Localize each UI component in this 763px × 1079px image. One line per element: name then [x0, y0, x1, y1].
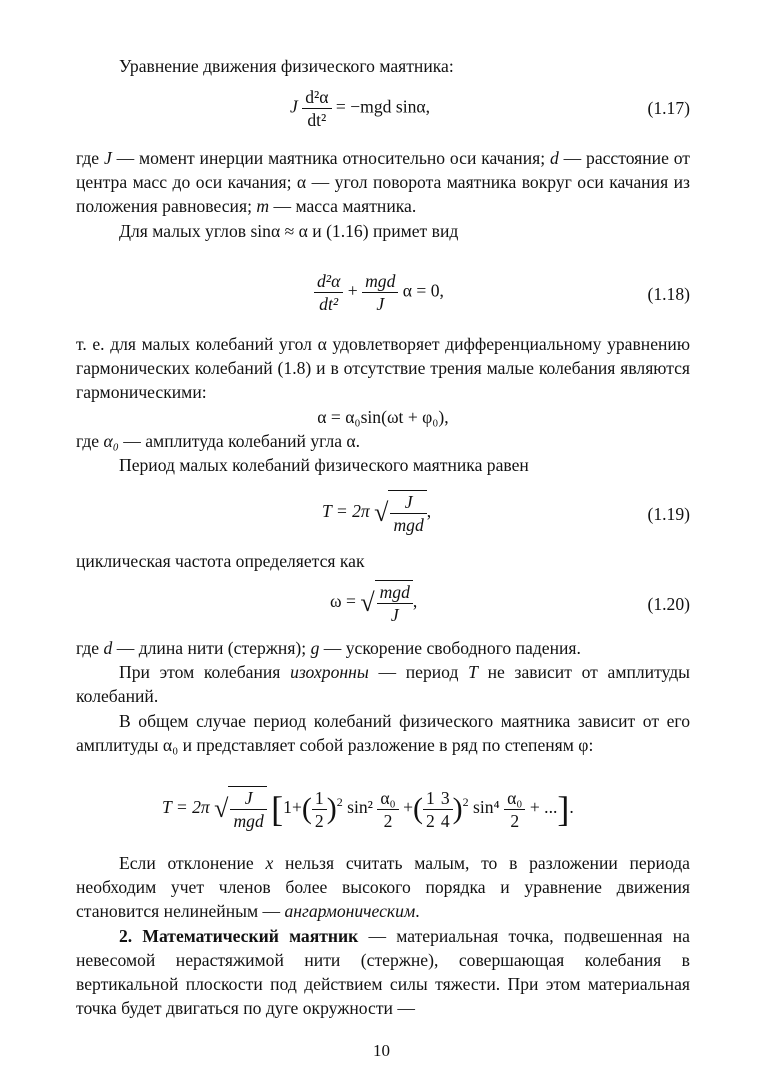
equation-number: (1.19): [647, 504, 690, 524]
equation-1-19: T = 2π √ $\frac{J}{\text{mgd}}$ , (1.19): [322, 492, 690, 535]
equation-series: T = 2π √ $\frac{J}{\text{mgd}}$ [1+( $\frac{1}{2}$ )$^2$ sin² $\frac{\text{α₀}}{2}$ +( $\frac{1}{2}$ $\frac{3}{4}$ )$^2$ sin⁴ $\frac{\text{α₀}}{2}$ + ...].: [162, 787, 574, 831]
paragraph-small-oscillations: т. е. для малых колебаний угол α удовлетворяет дифференциальному уравнению гармонических колебаний (1.8) и в отсутствие трения малые колебания являются гармоническими: α = α₀sin(ωt + φ₀), где α₀ — амплитуда колебаний угла α. Период малых колебаний физического маятника равен: [76, 334, 690, 476]
section-heading: 2. Математический маятник: [119, 925, 359, 946]
paragraph-isochronous: где d — длина нити (стержня); g — ускорение свободного падения. При этом колебания изохронны — период T не зависит от амплитуды колебаний. В общем случае период колебаний физического маятника зависит от его амплитуды α₀ и представляет собой разложение в ряд по степеням φ:: [76, 638, 690, 755]
paragraph-intro: Уравнение движения физического маятника:: [119, 56, 454, 76]
paragraph-cyclic: циклическая частота определяется как: [76, 551, 365, 571]
equation-1-17: J $\frac{\text{d²α}}{\text{dt²}}$ = −mgd sinα, (1.17): [290, 87, 690, 130]
equation-number: (1.18): [647, 284, 690, 304]
page-number: 10: [373, 1041, 390, 1060]
paragraph-definitions: где J — момент инерции маятника относительно оси качания; d — расстояние от центра масс до оси качания; α — угол поворота маятника вокруг оси качания из положения равновесия; m — масса маятника. Для малых углов sinα ≈ α и (1.16) примет вид: [76, 148, 690, 241]
equation-number: (1.17): [647, 98, 690, 118]
equation-number: (1.20): [647, 594, 690, 614]
paragraph-anharmonic: Если отклонение x нельзя считать малым, то в разложении периода необходим учет членов более высокого порядка и уравнение движения становится нелинейным — ангармоническим. 2. Математический маятник — материальная точка, подвешенная на невесомой нерастяжимой нити (стержне), совершающая колебания в вертикальной плоскости под действием силы тяжести. При этом материальная точка будет двигаться по дуге окружности —: [76, 853, 690, 1019]
equation-1-20: ω = √ $\frac{\text{mgd}}{J}$ , (1.20): [330, 582, 690, 625]
equation-harmonic: α = α₀sin(ωt + φ₀),: [317, 406, 449, 427]
equation-1-18: $\frac{\text{d²α}}{\text{dt²}}$ + $\frac{\text{mgd}}{J}$ α = 0, (1.18): [76, 270, 690, 322]
